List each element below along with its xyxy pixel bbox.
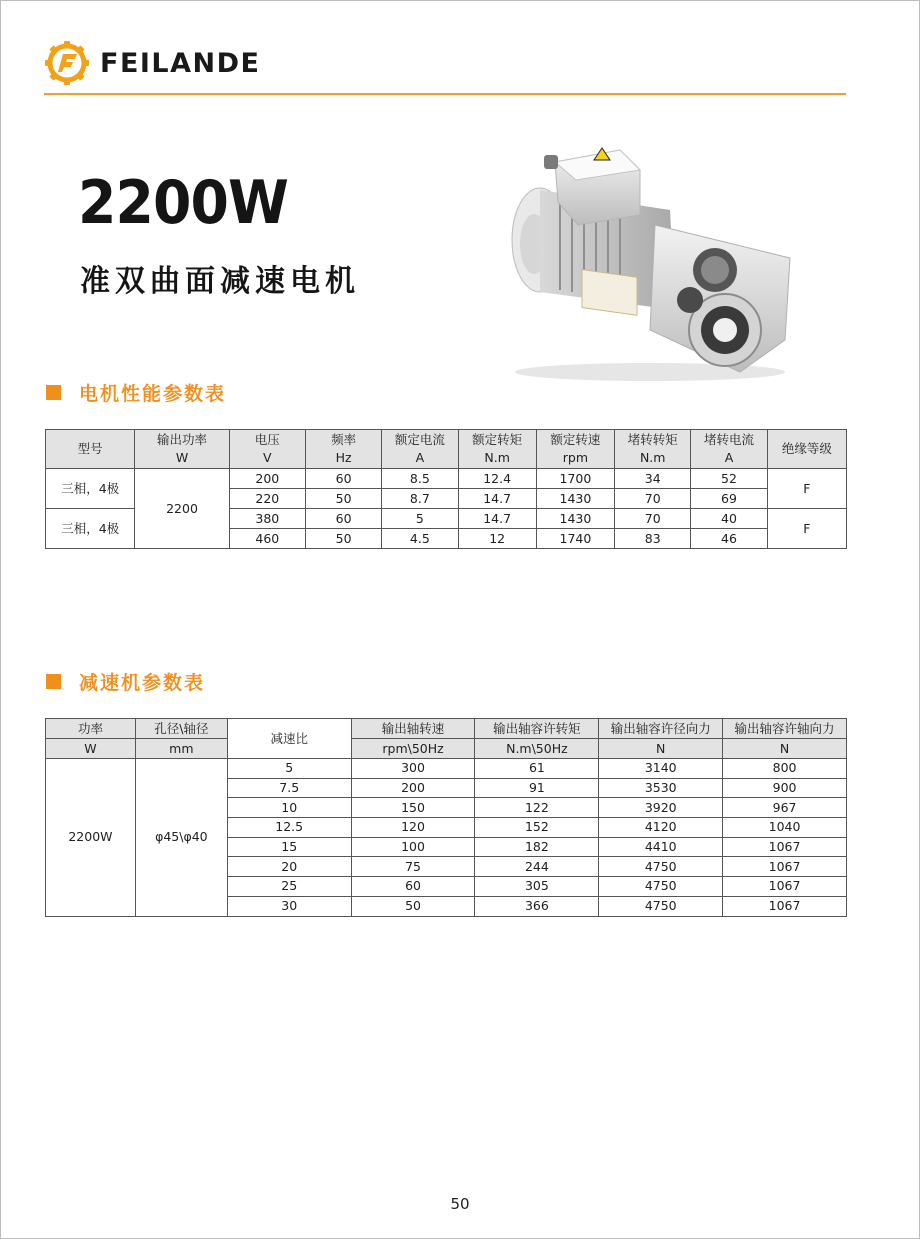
section-marker-icon (46, 674, 61, 689)
cell: 200 (229, 469, 305, 489)
header-allowable-torque: 输出轴容许转矩 (475, 719, 599, 739)
header-speed-unit: rpm\50Hz (351, 739, 475, 759)
model-cell: 三相，4极 (46, 469, 135, 509)
cell: 20 (227, 857, 351, 877)
cell: 14.7 (458, 489, 536, 509)
cell: 1067 (723, 896, 847, 916)
header-radial-unit: N (599, 739, 723, 759)
cell: 366 (475, 896, 599, 916)
insulation-cell: F (767, 509, 846, 549)
cell: 1067 (723, 837, 847, 857)
cell: 5 (382, 509, 458, 529)
power-cell: 2200W (46, 759, 136, 917)
cell: 7.5 (227, 778, 351, 798)
cell: 60 (305, 469, 381, 489)
header-rated-speed: 额定转速 rpm (536, 430, 614, 469)
cell: 182 (475, 837, 599, 857)
cell: 46 (691, 529, 767, 549)
cell: 4750 (599, 896, 723, 916)
cell: 50 (305, 489, 381, 509)
cell: 120 (351, 818, 475, 838)
reducer-section-title: 减速机参数表 (79, 672, 206, 694)
bore-cell: φ45\φ40 (135, 759, 227, 917)
header-insulation-class: 绝缘等级 (767, 430, 846, 469)
motor-performance-table (45, 429, 847, 549)
cell: 70 (615, 489, 691, 509)
page-number: 50 (450, 1195, 470, 1213)
cell: 4410 (599, 837, 723, 857)
header-ratio: 减速比 (227, 719, 351, 759)
cell: 4750 (599, 857, 723, 877)
cell: 25 (227, 877, 351, 897)
cell: 3140 (599, 759, 723, 779)
header-torque-unit: N.m\50Hz (475, 739, 599, 759)
cell: 4120 (599, 818, 723, 838)
reducer-parameter-table (45, 718, 847, 917)
header-power-unit: W (46, 739, 136, 759)
cell: 61 (475, 759, 599, 779)
gear-logo-icon (44, 40, 90, 86)
cell: 305 (475, 877, 599, 897)
motor-section-heading (46, 379, 226, 406)
cell: 52 (691, 469, 767, 489)
cell: 300 (351, 759, 475, 779)
cell: 967 (723, 798, 847, 818)
gear-motor-photo (500, 140, 810, 385)
cell: 75 (351, 857, 475, 877)
cell: 60 (305, 509, 381, 529)
header-frequency: 频率 Hz (305, 430, 381, 469)
cell: 30 (227, 896, 351, 916)
header-rated-current: 额定电流 A (382, 430, 458, 469)
header-stall-torque: 堵转转矩 N.m (615, 430, 691, 469)
cell: 12.4 (458, 469, 536, 489)
cell: 70 (615, 509, 691, 529)
cell: 50 (305, 529, 381, 549)
cell: 50 (351, 896, 475, 916)
cell: 1040 (723, 818, 847, 838)
insulation-cell: F (767, 469, 846, 509)
cell: 14.7 (458, 509, 536, 529)
page-subtitle: 准双曲面减速电机 (80, 264, 360, 299)
cell: 3530 (599, 778, 723, 798)
cell: 69 (691, 489, 767, 509)
cell: 152 (475, 818, 599, 838)
cell: 60 (351, 877, 475, 897)
header-rated-torque: 额定转矩 N.m (458, 430, 536, 469)
cell: 8.7 (382, 489, 458, 509)
cell: 4.5 (382, 529, 458, 549)
cell: 12 (458, 529, 536, 549)
cell: 122 (475, 798, 599, 818)
header-power: 功率 (46, 719, 136, 739)
header-bore: 孔径\轴径 (135, 719, 227, 739)
cell: 1430 (536, 509, 614, 529)
cell: 40 (691, 509, 767, 529)
cell: 5 (227, 759, 351, 779)
cell: 800 (723, 759, 847, 779)
cell: 83 (615, 529, 691, 549)
cell: 220 (229, 489, 305, 509)
cell: 460 (229, 529, 305, 549)
cell: 200 (351, 778, 475, 798)
model-cell: 三相，4极 (46, 509, 135, 549)
cell: 1700 (536, 469, 614, 489)
header-stall-current: 堵转电流 A (691, 430, 767, 469)
header-rule (44, 93, 846, 95)
header-axial-unit: N (723, 739, 847, 759)
power-cell: 2200 (135, 469, 229, 549)
cell: 380 (229, 509, 305, 529)
cell: 10 (227, 798, 351, 818)
header-axial-load: 输出轴容许轴向力 (723, 719, 847, 739)
page-title: 2200W (78, 168, 288, 238)
cell: 91 (475, 778, 599, 798)
table-row (46, 469, 847, 489)
cell: 15 (227, 837, 351, 857)
brand-name: FEILANDE (100, 47, 261, 79)
brand-logo (44, 40, 261, 86)
header-radial-load: 输出轴容许径向力 (599, 719, 723, 739)
cell: 244 (475, 857, 599, 877)
header-voltage: 电压 V (229, 430, 305, 469)
cell: 34 (615, 469, 691, 489)
reducer-section-heading (46, 668, 205, 695)
cell: 4750 (599, 877, 723, 897)
cell: 1740 (536, 529, 614, 549)
header-output-power: 输出功率 W (135, 430, 229, 469)
cell: 1067 (723, 877, 847, 897)
cell: 100 (351, 837, 475, 857)
cell: 1067 (723, 857, 847, 877)
cell: 3920 (599, 798, 723, 818)
header-output-speed: 输出轴转速 (351, 719, 475, 739)
table-row (46, 759, 847, 779)
cell: 8.5 (382, 469, 458, 489)
cell: 150 (351, 798, 475, 818)
motor-section-title: 电机性能参数表 (79, 383, 227, 405)
header-model: 型号 (46, 430, 135, 469)
cell: 900 (723, 778, 847, 798)
cell: 12.5 (227, 818, 351, 838)
header-bore-unit: mm (135, 739, 227, 759)
section-marker-icon (46, 385, 61, 400)
cell: 1430 (536, 489, 614, 509)
